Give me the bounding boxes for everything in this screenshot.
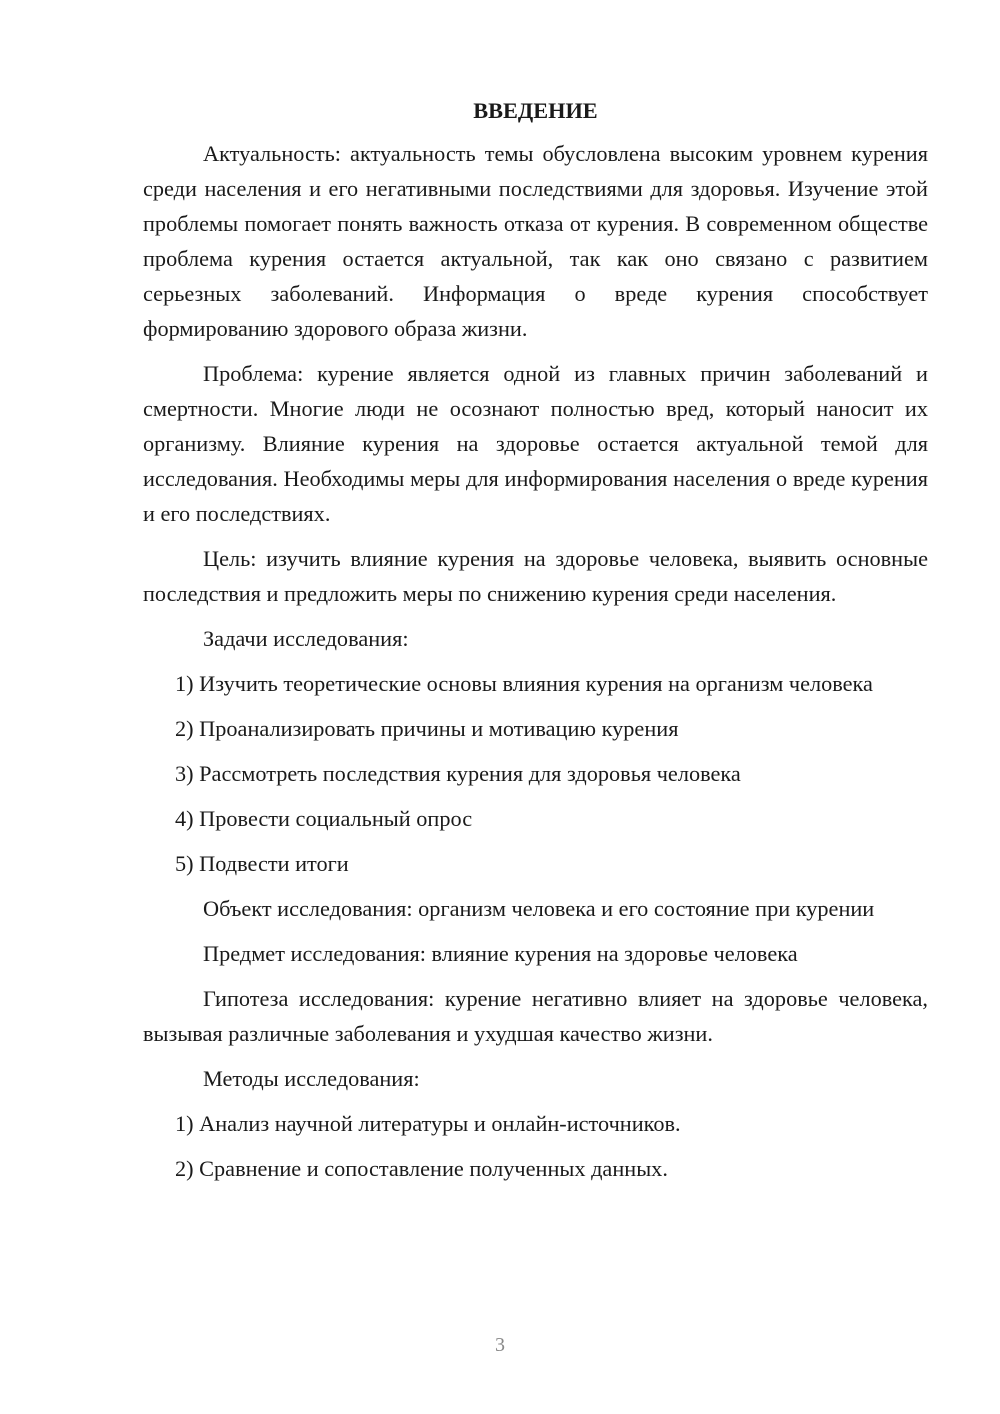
paragraph-subject: Предмет исследования: влияние курения на здоровье человека	[203, 941, 798, 966]
list-item-method-2: 2) Сравнение и сопоставление полученных данных.	[175, 1156, 668, 1181]
methods-heading: Методы исследования:	[203, 1066, 420, 1091]
list-item-task-1: 1) Изучить теоретические основы влияния курения на организм человека	[175, 671, 873, 696]
tasks-heading: Задачи исследования:	[203, 626, 409, 651]
paragraph-object: Объект исследования: организм человека и его состояние при курении	[203, 896, 875, 921]
page-number: 3	[495, 1334, 505, 1356]
paragraph-goal: Цель: изучить влияние курения на здоровье человека, выявить основные последствия и предложить меры по снижению курения среди населения.	[143, 546, 928, 606]
page-title: ВВЕДЕНИЕ	[473, 98, 598, 123]
list-item-task-3: 3) Рассмотреть последствия курения для здоровья человека	[175, 761, 741, 786]
list-item-task-5: 5) Подвести итоги	[175, 851, 349, 876]
paragraph-hypothesis: Гипотеза исследования: курение негативно влияет на здоровье человека, вызывая различные заболевания и ухудшая качество жизни.	[143, 986, 928, 1046]
list-item-task-4: 4) Провести социальный опрос	[175, 806, 473, 831]
paragraph-relevance: Актуальность: актуальность темы обусловлена высоким уровнем курения среди населения и его негативными последствиями для здоровья. Изучение этой проблемы помогает понять важность отказа от курения. В современном обществе проблема курения остается актуальной, так как оно связано с развитием серьезных заболеваний. Информация о вреде курения способствует формированию здорового образа жизни.	[143, 141, 928, 341]
list-item-method-1: 1) Анализ научной литературы и онлайн-источников.	[175, 1111, 681, 1136]
paragraph-problem: Проблема: курение является одной из главных причин заболеваний и смертности. Многие люди не осознают полностью вред, который наносит их организму. Влияние курения на здоровье остается актуальной темой для исследования. Необходимы меры для информирования населения о вреде курения и его последствиях.	[143, 361, 928, 526]
list-item-task-2: 2) Проанализировать причины и мотивацию курения	[175, 716, 679, 741]
document-page	[143, 96, 928, 1196]
